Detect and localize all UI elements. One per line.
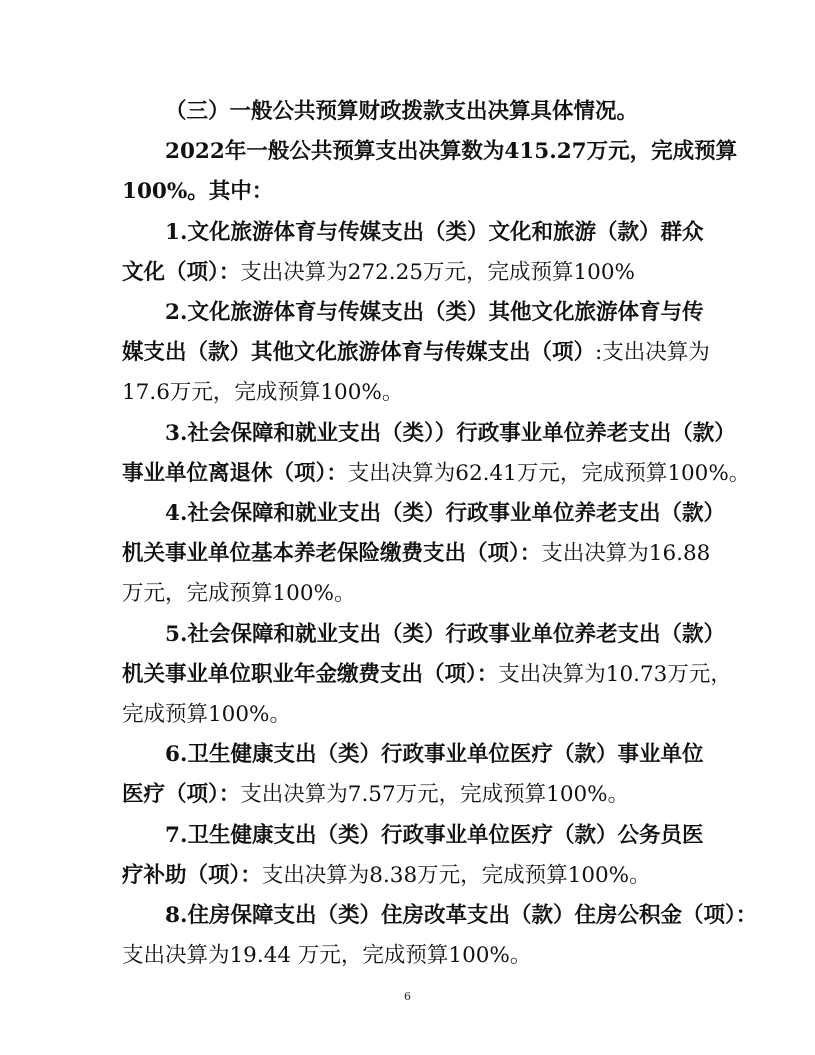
item-8-line-2: 支出决算为19.44 万元，完成预算100%。 bbox=[122, 943, 532, 969]
item-4-label: 机关事业单位基本养老保险缴费支出（项）： bbox=[122, 541, 542, 567]
item-2-label: 媒支出（款）其他文化旅游体育与传媒支出（项） bbox=[122, 340, 596, 366]
item-7-line-1: 7.卫生健康支出（类）行政事业单位医疗（款）公务员医 bbox=[165, 822, 704, 848]
item-2-line-1: 2.文化旅游体育与传媒支出（类）其他文化旅游体育与传 bbox=[165, 300, 704, 326]
item-5-line-1: 5.社会保障和就业支出（类）行政事业单位养老支出（款） bbox=[165, 621, 725, 647]
item-6-line-2 bbox=[122, 775, 697, 815]
item-4-value: 支出决算为16.88 bbox=[541, 541, 711, 567]
item-6-label: 医疗（项）： bbox=[122, 782, 241, 808]
item-2-value: :支出决算为 bbox=[595, 340, 710, 366]
item-4-line-1: 4.社会保障和就业支出（类）行政事业单位养老支出（款） bbox=[165, 501, 725, 527]
section-heading: （三）一般公共预算财政拨款支出决算具体情况。 bbox=[165, 99, 639, 124]
item-5-line-3: 完成预算100%。 bbox=[122, 702, 291, 728]
item-1-line-1: 1.文化旅游体育与传媒支出（类）文化和旅游（款）群众 bbox=[165, 219, 704, 245]
item-3-line-1: 3.社会保障和就业支出（类））行政事业单位养老支出（款） bbox=[165, 420, 736, 446]
item-2-line-2 bbox=[122, 333, 710, 373]
page-body bbox=[122, 92, 758, 976]
item-6-value: 支出决算为7.57万元，完成预算100%。 bbox=[240, 782, 630, 808]
item-5-value: 支出决算为10.73万元， bbox=[498, 661, 732, 687]
item-3-value: 支出决算为62.41万元，完成预算100%。 bbox=[347, 460, 751, 486]
item-7-value: 支出决算为8.38万元，完成预算100%。 bbox=[261, 862, 651, 888]
item-1-label: 文化（项）： bbox=[122, 259, 241, 285]
item-1-value: 支出决算为272.25万元，完成预算100% bbox=[240, 259, 635, 285]
page-number: 6 bbox=[404, 990, 411, 1003]
item-2-line-3: 17.6万元，完成预算100%。 bbox=[122, 380, 404, 406]
intro-line-2: 100%。其中： bbox=[122, 179, 274, 205]
item-8-line-1: 8.住房保障支出（类）住房改革支出（款）住房公积金（项）： bbox=[165, 903, 758, 929]
item-5-line-2 bbox=[122, 655, 732, 695]
item-3-line-2 bbox=[122, 454, 751, 494]
item-4-line-3: 万元，完成预算100%。 bbox=[122, 581, 356, 607]
item-5-label: 机关事业单位职业年金缴费支出（项）： bbox=[122, 661, 499, 687]
item-3-label: 事业单位离退休（项）： bbox=[122, 460, 348, 486]
item-6-line-1: 6.卫生健康支出（类）行政事业单位医疗（款）事业单位 bbox=[165, 742, 704, 768]
item-7-label: 疗补助（项）： bbox=[122, 862, 262, 888]
item-4-line-2 bbox=[122, 534, 711, 574]
item-1-line-2 bbox=[122, 253, 697, 293]
intro-line-1: 2022年一般公共预算支出决算数为415.27万元，完成预算 bbox=[165, 139, 738, 165]
item-7-line-2 bbox=[122, 856, 697, 896]
